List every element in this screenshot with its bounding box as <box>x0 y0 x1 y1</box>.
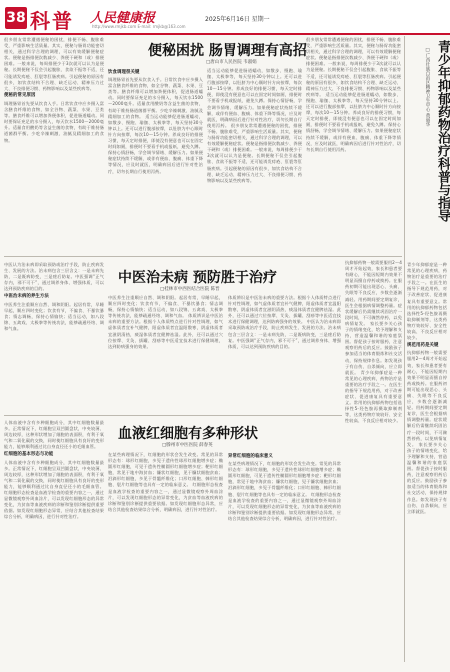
article-4-paragraph: 红细胞形态检查是血液学检查的重要内容之一，通过显微镜观察外周血涂片，可以发现红细胞形态的异常变化，为贫血等血液疾病的诊断和鉴别诊断提供重要依据。如发现红细胞形态异常，应结合其他检查结果综合分析，明确病因，进行针对性治疗。 <box>4 490 104 520</box>
article-2-column-1 <box>407 262 447 664</box>
article-2-title: 青少年抑郁药物治疗科普与指导 <box>435 40 450 222</box>
article-4-paragraph: 人体血液中含有多种细胞成分，其中红细胞数量最多。正常情况下，红细胞呈双凹圆盘状，中央较薄、周边较厚，这种形状增加了细胞的表面积，有利于氧气和二氧化碳的交换，同时使红细胞具有良好的变形能力，能够顺利通过比自身直径还小的毛细血管。 <box>4 420 104 450</box>
masthead-rule <box>0 33 450 35</box>
article-1-subhead: 饮食调理很关键 <box>108 69 140 75</box>
article-2-subhead: 规范用药是关键 <box>407 342 439 348</box>
article-4-paragraph: 在某些病理情况下，红细胞的形状会发生改变。常见的异常形态有：球形红细胞，多见于遗传性球形红细胞增多症；椭圆形红细胞，可见于遗传性椭圆形红细胞增多症；靶形红细胞，常见于地中海贫血；镰状红细胞，见于镰状细胞贫血；泪滴形红细胞，多见于骨髓纤维化；口形红细胞、棘形红细胞、裂片红细胞等也具有一定的临床意义。 <box>108 452 223 488</box>
article-3-column-3 <box>228 295 341 412</box>
article-3-paragraph: 中医认为治未病即采取预防或治疗手段，防止疾病发生、发展的方法。治未病包含三层含义：一是未病先防，二是既病防变，三是瘥后防复。中医强调“正气存内，邪不可干”，通过调养身体、增强体质，可以达到预防疾病的目的。 <box>4 262 104 292</box>
article-2-paragraph: 家长要多关心孩子的情绪变化，给予理解和支持，营造温馨和谐的家庭氛围。督促孩子按时服药，注意观察用药后的反应。鼓励孩子参加适当的体育锻炼和社交活动，保持规律作息。如发现孩子有自伤、自杀倾向，应立即就医。 <box>407 441 447 514</box>
section-divider <box>4 415 342 416</box>
article-4-column-1 <box>4 420 104 664</box>
article-4-subhead: 红细胞的基本形态与功能 <box>4 451 54 457</box>
article-4-paragraph: 人体血液中含有多种细胞成分，其中红细胞数量最多。正常情况下，红细胞呈双凹圆盘状，中央较薄、周边较厚，这种形状增加了细胞的表面积，有利于氧气和二氧化碳的交换，同时使红细胞具有良好的变形能力，能够顺利通过比自身直径还小的毛细血管。 <box>4 459 104 489</box>
article-3-paragraph: 中医养生注重顺应自然、调和阴阳。起居有常，早睡早起，顺应四时变化；饮食有节，不偏食、不暴饮暴食；情志调畅，保持心情愉快；适当运动，如八段锦、五禽戏、太极拳等传统功法，能够疏通经络、调和气血。 <box>4 301 104 331</box>
article-2-paragraph: 抗抑郁药物一般需要服用2～4周才开始起效，家长和患者要有耐心，不能因短期内效果不明显而擅自停药或换药。在服药初期可能出现恶心、头痛、失眠等不良反应，多数会逐渐减轻。用药期间要定期复诊，医生会根据病情调整药量。症状缓解后仍需继续巩固治疗一段时间，不可骤然停药，以免病情复发。 <box>345 260 402 326</box>
article-4-title: 血液红细胞有多种形状 <box>118 426 258 442</box>
article-1-byline: □唐山市人民医院 韦淑娟 <box>206 60 257 65</box>
article-1-paragraph: 适当运动能够促进肠道蠕动，如散步、慢跑、瑜伽、太极拳等，每天坚持30分钟以上。还可以进行腹部按摩，以肚脐为中心顺时针方向按摩，每次10～15分钟。养成良好的排便习惯，每天定时排便，即使没有便意也可以在固定时间如厕，排便时不要看手机或报纸，避免久蹲。保持心情舒畅，学会调节情绪、缓解压力。如果便秘症状持续不缓解，或伴有便血、腹痛、体重下降等情况，应及时就医，明确病因后进行针对性治疗，切勿长期自行使用泻药。 <box>306 91 401 152</box>
article-4-byline: □滕州市中医医院 薛春英 <box>162 443 213 448</box>
article-4-subhead: 异常红细胞的临床意义 <box>228 453 273 459</box>
page-number: 38 <box>5 7 27 29</box>
article-1-paragraph: 很多朋友常常遭遇便秘的困扰，排便不畅、腹胀难受，严重影响生活质量。其实，便秘与肠胃功能密切相关，通过科学合理的调理，可以有效缓解便秘症状。便秘是指排便次数减少、粪便干硬和（或）排便困难。一般来说，每周排便少于3次就可以认为是便秘。长期便秘不仅会引起腹胀、食欲不振等不适，还可能诱发痔疮、肛裂等肛肠疾病。引起便秘的原因有很多，如饮食结构不合理、缺乏运动、精神压力过大、不良排便习惯、药物影响以及某些疾病等。 <box>207 122 302 183</box>
article-4-column-3 <box>228 452 341 664</box>
article-2-paragraph: 家长要多关心孩子的情绪变化，给予理解和支持，营造温馨和谐的家庭氛围。督促孩子按时服药，注意观察用药后的反应。鼓励孩子参加适当的体育锻炼和社交活动，保持规律作息。如发现孩子有自伤、自杀倾向，应立即就医。 <box>345 320 402 375</box>
article-2-paragraph: 抗抑郁药物一般需要服用2～4周才开始起效，家长和患者要有耐心，不能因短期内效果不明显而擅自停药或换药。在服药初期可能出现恶心、头痛、失眠等不良反应，多数会逐渐减轻。用药期间要定期复诊，医生会根据病情调整药量。症状缓解后仍需继续巩固治疗一段时间，不可骤然停药，以免病情复发。 <box>407 350 447 447</box>
article-3-title: 中医治未病 预防胜于治疗 <box>118 270 277 286</box>
article-3-paragraph: 体质辨识是中医治未病的重要方法。根据个人体质特点进行针对性调理，如气虚体质者宜补气健脾，阳虚体质者宜温阳散寒，阴虚体质者宜滋阴清热，痰湿体质者宜健脾祛湿。此外，还可以通过穴位按摩、艾灸、拔罐、刮痧等中医适宜技术进行保健调理，达到防病强身的效果。 <box>108 313 223 349</box>
article-1-column-2 <box>108 68 203 254</box>
article-3-byline: □桂林市中西医结合医院 陈晋 <box>160 287 220 292</box>
article-1-subhead: 便秘的常见原因 <box>4 93 36 99</box>
article-3-paragraph: 体质辨识是中医治未病的重要方法。根据个人体质特点进行针对性调理，如气虚体质者宜补气健脾，阳虚体质者宜温阳散寒，阴虚体质者宜滋阴清热，痰湿体质者宜健脾祛湿。此外，还可以通过穴位按摩、艾灸、拔罐、刮痧等中医适宜技术进行保健调理，达到防病强身的效果。 <box>228 295 341 325</box>
column-divider <box>404 36 405 662</box>
article-4-paragraph: 在某些病理情况下，红细胞的形状会发生改变。常见的异常形态有：球形红细胞，多见于遗传性球形红细胞增多症；椭圆形红细胞，可见于遗传性椭圆形红细胞增多症；靶形红细胞，常见于地中海贫血；镰状红细胞，见于镰状细胞贫血；泪滴形红细胞，多见于骨髓纤维化；口形红细胞、棘形红细胞、裂片红细胞等也具有一定的临床意义。 <box>228 461 341 497</box>
article-2-column-2 <box>345 260 402 664</box>
article-1-paragraph: 调理肠胃首先要从饮食入手。日常饮食中应多摄入富含膳食纤维的食物，如全谷物、蔬菜、水果、豆类等。膳食纤维可以增加粪便体积，促进肠道蠕动。同时要保证充足的水分摄入，每天饮水1500～2000毫升。适量食用酸奶等含益生菌的食物，有助于维持肠道菌群平衡。少吃辛辣刺激、油腻及精细加工的食物。 <box>4 100 104 143</box>
article-1-paragraph: 适当运动能够促进肠道蠕动，如散步、慢跑、瑜伽、太极拳等，每天坚持30分钟以上。还可以进行腹部按摩，以肚脐为中心顺时针方向按摩，每次10～15分钟。养成良好的排便习惯，每天定时排便，即使没有便意也可以在固定时间如厕，排便时不要看手机或报纸，避免久蹲。保持心情舒畅，学会调节情绪、缓解压力。如果便秘症状持续不缓解，或伴有便血、腹痛、体重下降等情况，应及时就医，明确病因后进行针对性治疗，切勿长期自行使用泻药。 <box>207 68 302 128</box>
issue-date: 2025年6月16日 星期一 <box>205 16 270 23</box>
masthead <box>0 0 450 34</box>
section-title: 科普 <box>30 9 74 33</box>
article-1-paragraph: 很多朋友常常遭遇便秘的困扰，排便不畅、腹胀难受，严重影响生活质量。其实，便秘与肠胃功能密切相关，通过科学合理的调理，可以有效缓解便秘症状。便秘是指排便次数减少、粪便干硬和（或）排便困难。一般来说，每周排便少于3次就可以认为是便秘。长期便秘不仅会引起腹胀、食欲不振等不适，还可能诱发痔疮、肛裂等肛肠疾病。引起便秘的原因有很多，如饮食结构不合理、缺乏运动、精神压力过大、不良排便习惯、药物影响以及某些疾病等。 <box>306 37 401 97</box>
article-1-column-4 <box>306 37 401 254</box>
article-4-column-2 <box>108 452 223 664</box>
article-1-paragraph: 适当运动能够促进肠道蠕动，如散步、慢跑、瑜伽、太极拳等，每天坚持30分钟以上。还可以进行腹部按摩，以肚脐为中心顺时针方向按摩，每次10～15分钟。养成良好的排便习惯，每天定时排便，即使没有便意也可以在固定时间如厕，排便时不要看手机或报纸，避免久蹲。保持心情舒畅，学会调节情绪、缓解压力。如果便秘症状持续不缓解，或伴有便血、腹痛、体重下降等情况，应及时就医，明确病因后进行针对性治疗，切勿长期自行使用泻药。 <box>108 113 203 174</box>
article-3-paragraph: 中医认为治未病即采取预防或治疗手段，防止疾病发生、发展的方法。治未病包含三层含义：一是未病先防，二是既病防变，三是瘥后防复。中医强调“正气存内，邪不可干”，通过调养身体、增强体质，可以达到预防疾病的目的。 <box>228 319 341 349</box>
article-1-column-1 <box>4 37 104 254</box>
article-1-paragraph: 很多朋友常常遭遇便秘的困扰，排便不畅、腹胀难受，严重影响生活质量。其实，便秘与肠胃功能密切相关，通过科学合理的调理，可以有效缓解便秘症状。便秘是指排便次数减少、粪便干硬和（或）排便困难。一般来说，每周排便少于3次就可以认为是便秘。长期便秘不仅会引起腹胀、食欲不振等不适，还可能诱发痔疮、肛裂等肛肠疾病。引起便秘的原因有很多，如饮食结构不合理、缺乏运动、精神压力过大、不良排便习惯、药物影响以及某些疾病等。 <box>4 37 104 91</box>
article-2-byline: □广西壮族自治区精神卫生中心 黄丽华 <box>425 48 430 127</box>
article-1-column-3 <box>207 68 302 254</box>
newspaper-logo: 人民健康报 <box>90 11 156 26</box>
article-3-column-1 <box>4 262 104 412</box>
article-2-paragraph: 青少年抑郁症是一种常见的心理疾病，药物治疗是重要的治疗手段之一。在医生的指导下规范用药，对于改善症状、促进康复具有重要意义。常用的抗抑郁药物包括选择性5-羟色胺再摄取抑制剂等，这类药物疗效较好、安全性较高、不良反应相对较少。 <box>345 369 402 424</box>
article-2-paragraph: 青少年抑郁症是一种常见的心理疾病，药物治疗是重要的治疗手段之一。在医生的指导下规范用药，对于改善症状、促进康复具有重要意义。常用的抗抑郁药物包括选择性5-羟色胺再摄取抑制剂等，这类药物疗效较好、安全性较高、不良反应相对较少。 <box>407 262 447 341</box>
article-3-subhead: 中医治未病的养生方法 <box>4 293 49 299</box>
article-3-column-2 <box>108 295 223 412</box>
article-4-paragraph: 红细胞形态检查是血液学检查的重要内容之一，通过显微镜观察外周血涂片，可以发现红细胞形态的异常变化，为贫血等血液疾病的诊断和鉴别诊断提供重要依据。如发现红细胞形态异常，应结合其他检查结果综合分析，明确病因，进行针对性治疗。 <box>108 482 223 512</box>
article-1-paragraph: 调理肠胃首先要从饮食入手。日常饮食中应多摄入富含膳食纤维的食物，如全谷物、蔬菜、水果、豆类等。膳食纤维可以增加粪便体积，促进肠道蠕动。同时要保证充足的水分摄入，每天饮水1500～2000毫升。适量食用酸奶等含益生菌的食物，有助于维持肠道菌群平衡。少吃辛辣刺激、油腻及精细加工的食物。 <box>108 77 203 119</box>
article-1-title: 便秘困扰 肠胃调理有高招 <box>148 43 307 59</box>
newspaper-url: http://www.rmjkb.com E-mail: rmjkb@163.com <box>92 24 186 29</box>
article-4-paragraph: 红细胞形态检查是血液学检查的重要内容之一，通过显微镜观察外周血涂片，可以发现红细胞形态的异常变化，为贫血等血液疾病的诊断和鉴别诊断提供重要依据。如发现红细胞形态异常，应结合其他检查结果综合分析，明确病因，进行针对性治疗。 <box>228 491 341 521</box>
article-3-paragraph: 中医养生注重顺应自然、调和阴阳。起居有常，早睡早起，顺应四时变化；饮食有节，不偏食、不暴饮暴食；情志调畅，保持心情愉快；适当运动，如八段锦、五禽戏、太极拳等传统功法，能够疏通经络、调和气血。 <box>108 295 223 319</box>
section-divider <box>4 256 402 257</box>
